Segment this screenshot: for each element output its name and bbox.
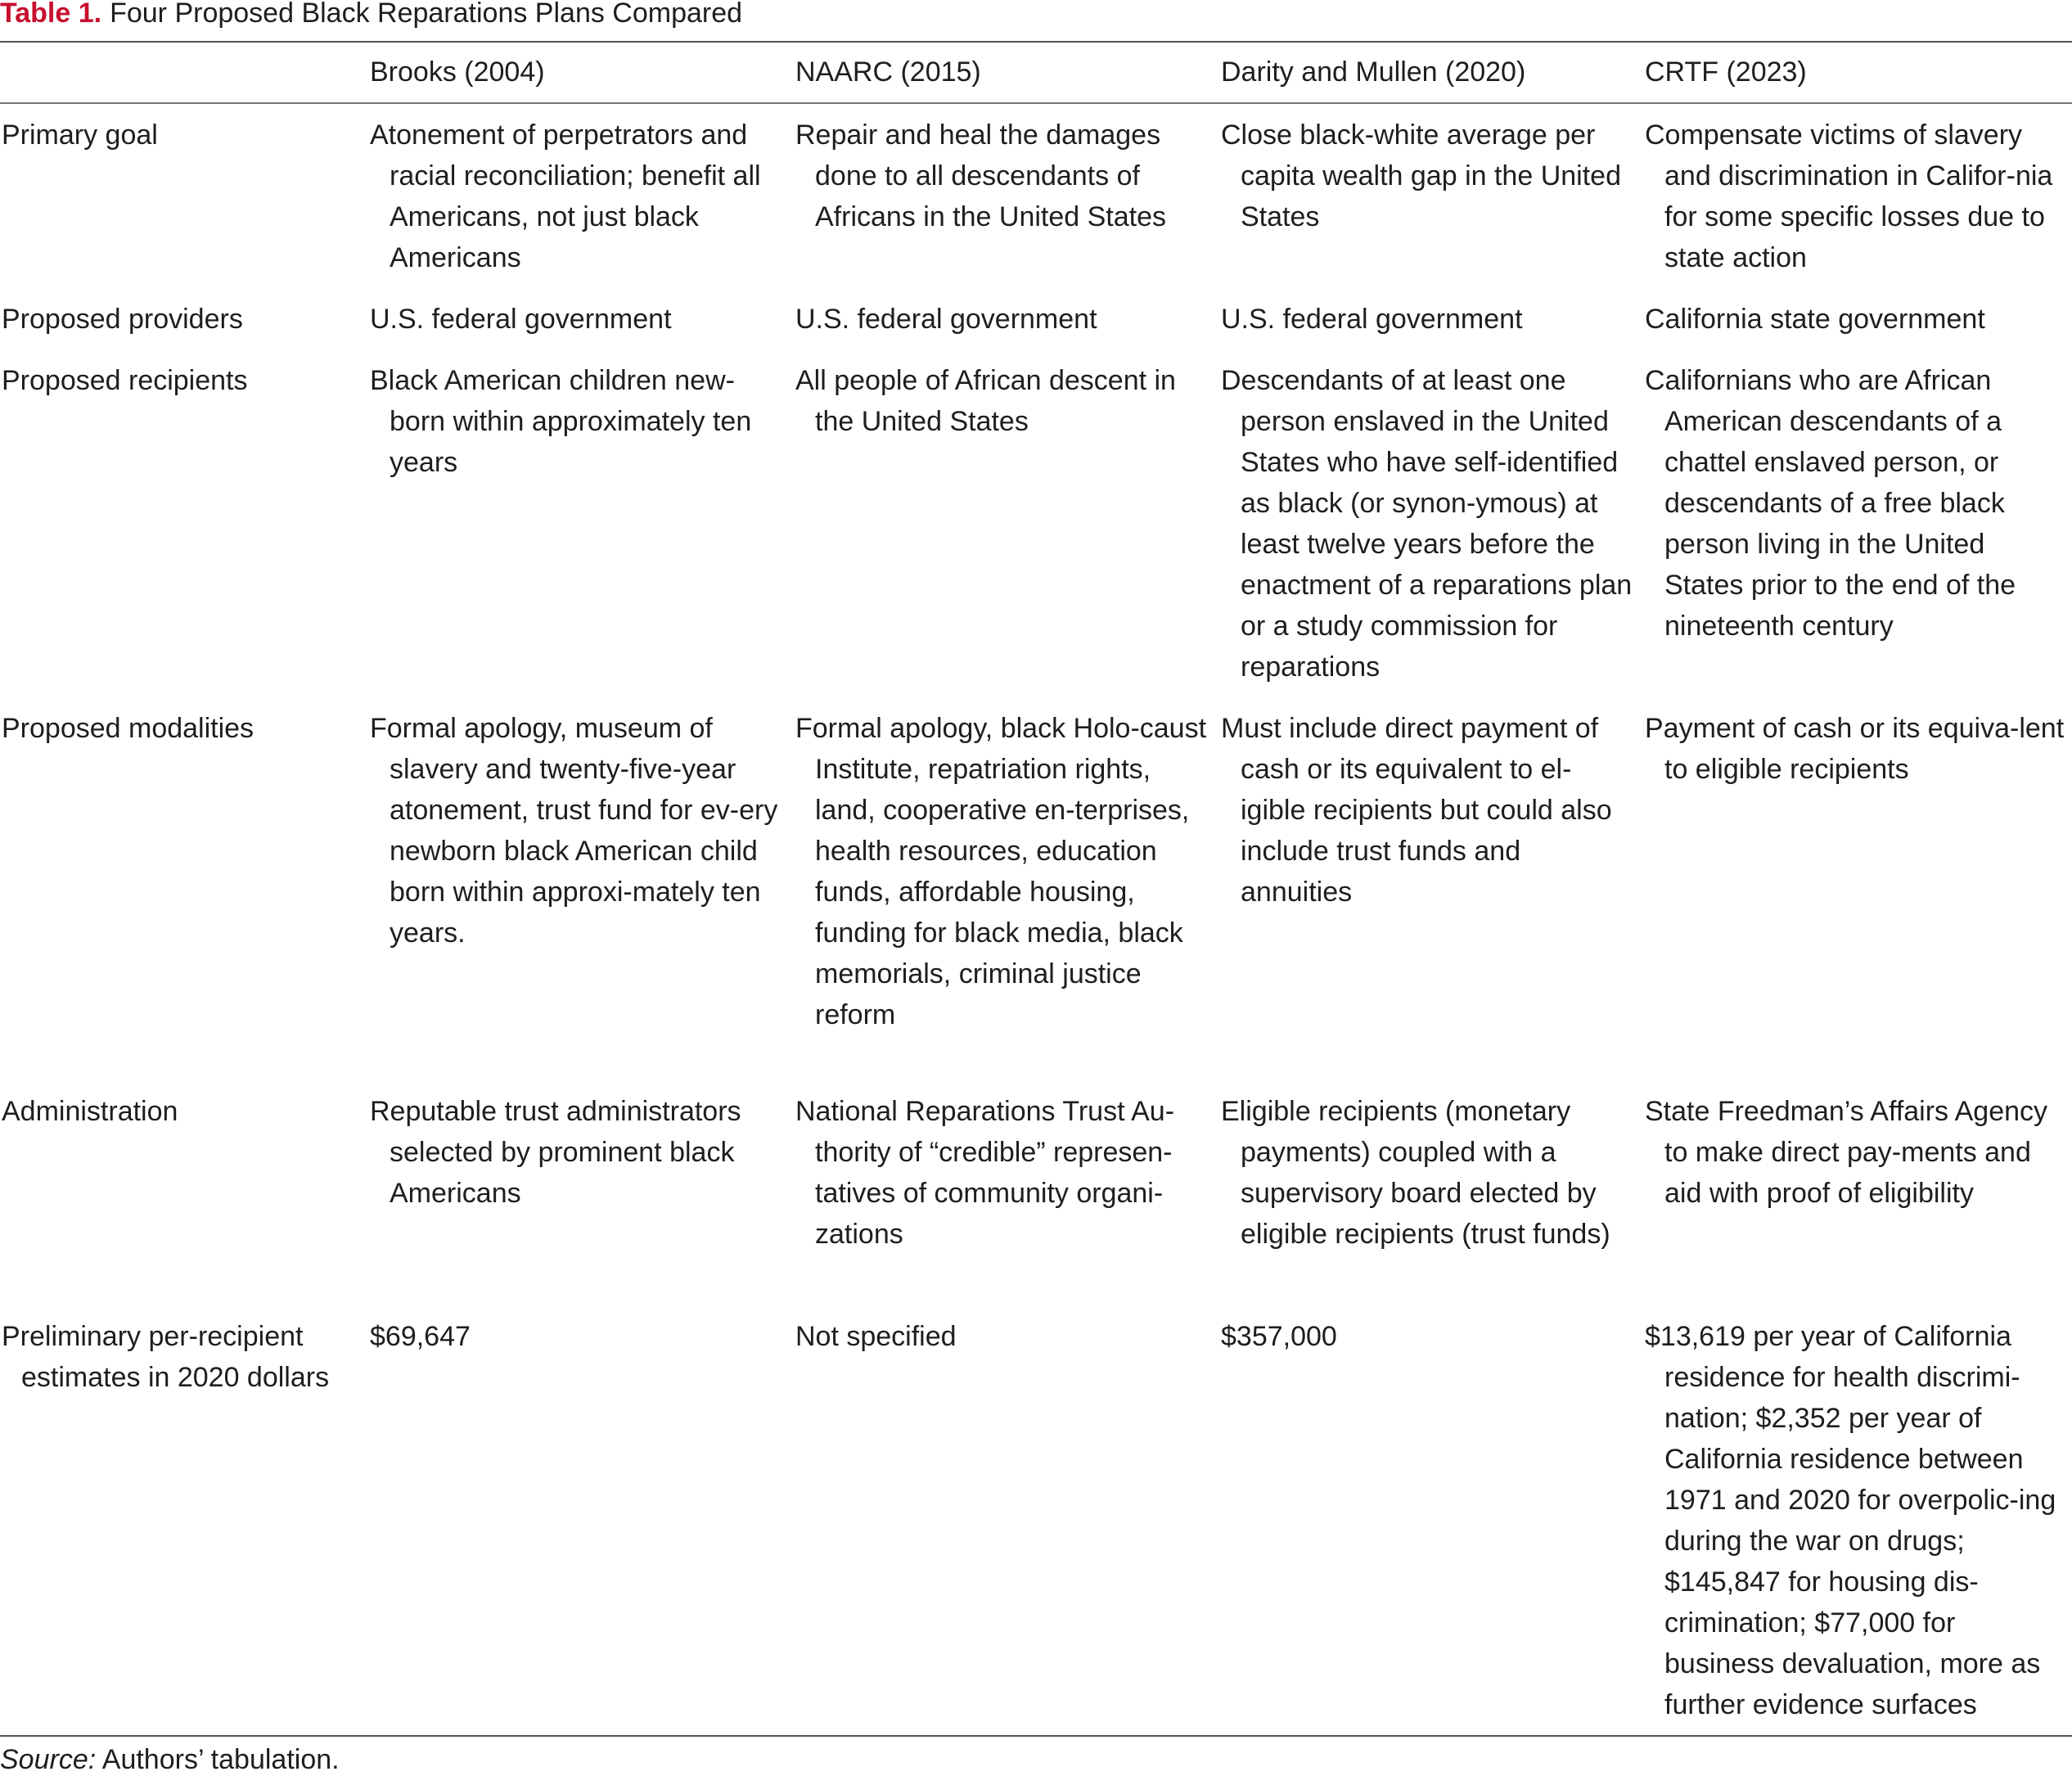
row-label-administration: Administration [2,1096,178,1127]
table-cell: Descendants of at least one person enslaved in the United States who have self-identified as black (or synon-ymous) at least twelve years before the enactment of a reparations plan or a study commission for reparations [1221,365,1633,683]
table-cell: $357,000 [1221,1321,1337,1352]
table-cell: Black American children new-born within approximately ten years [370,365,752,478]
table-cell: Repair and heal the damages done to all descendants of Africans in the United States [795,119,1167,232]
table-cell: National Reparations Trust Au-thority of “credible” represen-tatives of community organi-zations [795,1096,1175,1250]
table-title: Four Proposed Black Reparations Plans Compared [110,0,743,29]
bottom-rule [0,1735,2072,1737]
table-cell: California state government [1645,304,1985,335]
table-cell: Close black-white average per capita wealth gap in the United States [1221,119,1621,232]
table-number: Table 1. [0,0,102,29]
table-cell: Payment of cash or its equiva-lent to eligible recipients [1645,713,2065,785]
column-header-naarc: NAARC (2015) [795,56,981,88]
table-cell: $13,619 per year of California residence for health discrimi-nation; $2,352 per year of California residence between 1971 and 2020 for overpolic-ing during the war on drugs; $145,847 for housing dis-crimination; $77,000 for business devaluation, more as further evidence surfaces [1645,1321,2056,1720]
row-label-proposed-recipients: Proposed recipients [2,365,248,396]
row-label-proposed-providers: Proposed providers [2,304,243,335]
table-cell: Formal apology, museum of slavery and twenty-five-year atonement, trust fund for ev-ery newborn black American child born within approxi-mately ten years. [370,713,778,949]
table-cell: State Freedman’s Affairs Agency to make direct pay-ments and aid with proof of eligibility [1645,1096,2048,1209]
source-label: Source: [0,1744,97,1775]
table-cell: Compensate victims of slavery and discrimination in Califor-nia for some specific losses due to state action [1645,119,2053,273]
header-rule [0,102,2072,104]
row-label-primary-goal: Primary goal [2,119,158,151]
table-caption [0,0,742,29]
table-cell: Not specified [795,1321,957,1352]
source-text: Authors’ tabulation. [101,1744,340,1775]
table-cell: Californians who are African American descendants of a chattel enslaved person, or descendants of a free black person living in the United States prior to the end of the nineteenth century [1645,365,2016,642]
source-note [0,1743,340,1776]
table-cell: $69,647 [370,1321,471,1352]
column-header-brooks: Brooks (2004) [370,56,545,88]
row-label-preliminary-estimates: Preliminary per-recipient estimates in 2020 dollars [2,1321,330,1393]
table-cell: Formal apology, black Holo-caust Institute, repatriation rights, land, cooperative en-terprises, health resources, education funds, affordable housing, funding for black media, black memorials, criminal justice reform [795,713,1207,1030]
table-cell: All people of African descent in the United States [795,365,1176,437]
table-cell: Must include direct payment of cash or its equivalent to el-igible recipients but could also include trust funds and annuities [1221,713,1612,908]
top-rule [0,41,2072,43]
row-label-proposed-modalities: Proposed modalities [2,713,254,744]
table-cell: U.S. federal government [1221,304,1523,335]
table-cell: U.S. federal government [795,304,1097,335]
table-cell: Atonement of perpetrators and racial reconciliation; benefit all Americans, not just black Americans [370,119,761,273]
table-cell: Reputable trust administrators selected by prominent black Americans [370,1096,741,1209]
column-header-crtf: CRTF (2023) [1645,56,1807,88]
table-cell: Eligible recipients (monetary payments) coupled with a supervisory board elected by eligible recipients (trust funds) [1221,1096,1610,1250]
table-cell: U.S. federal government [370,304,672,335]
column-header-darity-mullen: Darity and Mullen (2020) [1221,56,1526,88]
